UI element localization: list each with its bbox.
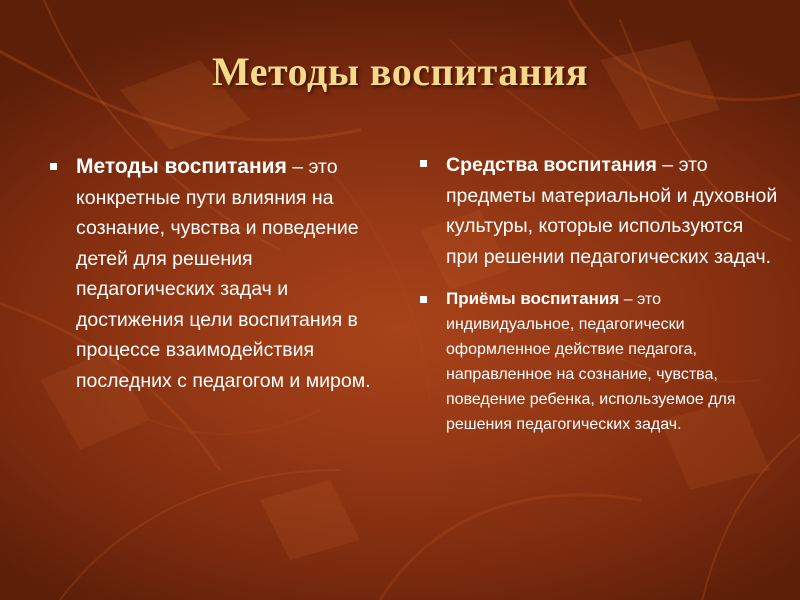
term-techniques: Приёмы воспитания xyxy=(446,289,620,308)
square-bullet-icon xyxy=(50,163,57,170)
term-methods: Методы воспитания xyxy=(76,155,287,178)
square-bullet-icon xyxy=(420,296,427,303)
square-bullet-icon xyxy=(420,160,427,167)
right-column xyxy=(418,150,778,437)
definition-means: – это предметы материальной и духовной культуры, которые используются при решении педагогических задач. xyxy=(446,154,778,268)
list-item-methods xyxy=(48,152,378,396)
list-item-techniques xyxy=(418,286,778,437)
definition-techniques: – это индивидуальное, педагогически оформленное действие педагога, направленное на сознание, чувства, поведение ребенка, используемое для решения педагогических задач. xyxy=(446,291,736,433)
term-means: Средства воспитания xyxy=(446,154,657,176)
definition-methods: – это конкретные пути влияния на сознание, чувства и поведение детей для решения педагогических задач и достижения цели воспитания в процессе взаимодействия последних с педагогом и миром. xyxy=(76,156,371,392)
left-column xyxy=(48,152,378,396)
slide-title: Методы воспитания xyxy=(212,49,588,94)
list-item-means xyxy=(418,150,778,272)
